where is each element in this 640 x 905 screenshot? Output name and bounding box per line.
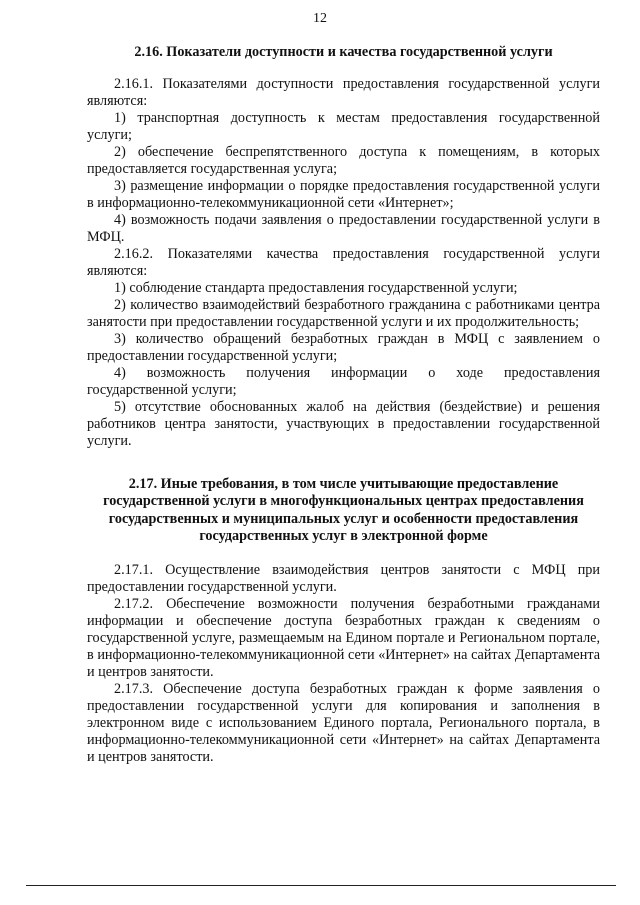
spacer xyxy=(87,545,600,562)
list-item: 5) отсутствие обоснованных жалоб на действия (бездействие) и решения работников центра занятости, участвующих в предоставлении государственной услуги. xyxy=(87,399,600,449)
list-item: 2) обеспечение беспрепятственного доступа к помещениям, в которых предоставляется государственная услуга; xyxy=(87,144,600,177)
list-item: 1) транспортная доступность к местам предоставления государственной услуги; xyxy=(87,110,600,143)
spacer xyxy=(87,450,600,476)
list-item: 3) количество обращений безработных граждан в МФЦ с заявлением о предоставлении государственной услуги; xyxy=(87,331,600,364)
section-2-17-title-line: государственных и муниципальных услуг и особенности предоставления xyxy=(108,510,579,527)
document-body xyxy=(87,44,600,766)
paragraph-2-17-1: 2.17.1. Осуществление взаимодействия центров занятости с МФЦ при предоставлении государственной услуги. xyxy=(87,562,600,596)
paragraph-2-16-2: 2.16.2. Показателями качества предоставления государственной услуги являются: xyxy=(87,246,600,279)
list-item: 1) соблюдение стандарта предоставления государственной услуги; xyxy=(114,280,518,296)
section-2-17-title-line: 2.17. Иные требования, в том числе учитывающие предоставление xyxy=(128,476,559,492)
footer-divider xyxy=(26,885,616,886)
section-2-17-title-line: государственных услуг в электронной форме xyxy=(199,527,488,544)
page-number: 12 xyxy=(313,11,327,26)
paragraph-2-17-3: 2.17.3. Обеспечение доступа безработных граждан к форме заявления о предоставлении государственной услуги для копирования и заполнения в электронном виде с использованием Единого портала, Регионального портала, в информационно-телекоммуникационной сети «Интернет» на сайтах Департамента и центров занятости. xyxy=(87,681,600,766)
list-item: 4) возможность получения информации о ходе предоставления государственной услуги; xyxy=(87,365,600,398)
section-2-17-title-line: государственной услуги в многофункциональных центрах предоставления xyxy=(103,493,584,510)
paragraph-2-16-1: 2.16.1. Показателями доступности предоставления государственной услуги являются: xyxy=(87,76,600,109)
paragraph-2-17-2: 2.17.2. Обеспечение возможности получения безработными гражданами информации и обеспечение доступа безработных граждан к сведениям о государственной услуге, размещаемым на Едином портале и Региональном портале, в информационно-телекоммуникационной сети «Интернет» на сайтах Департамента и центров занятости. xyxy=(87,596,600,681)
list-item: 2) количество взаимодействий безработного гражданина с работниками центра занятости при предоставлении государственной услуги и их продолжительность; xyxy=(87,297,600,330)
list-item: 4) возможность подачи заявления о предоставлении государственной услуги в МФЦ. xyxy=(87,212,600,245)
list-item: 3) размещение информации о порядке предоставления государственной услуги в информационно-телекоммуникационной сети «Интернет»; xyxy=(87,178,600,211)
section-2-17-title xyxy=(87,476,600,545)
spacer xyxy=(87,61,600,76)
section-2-16-title: 2.16. Показатели доступности и качества государственной услуги xyxy=(134,44,553,60)
